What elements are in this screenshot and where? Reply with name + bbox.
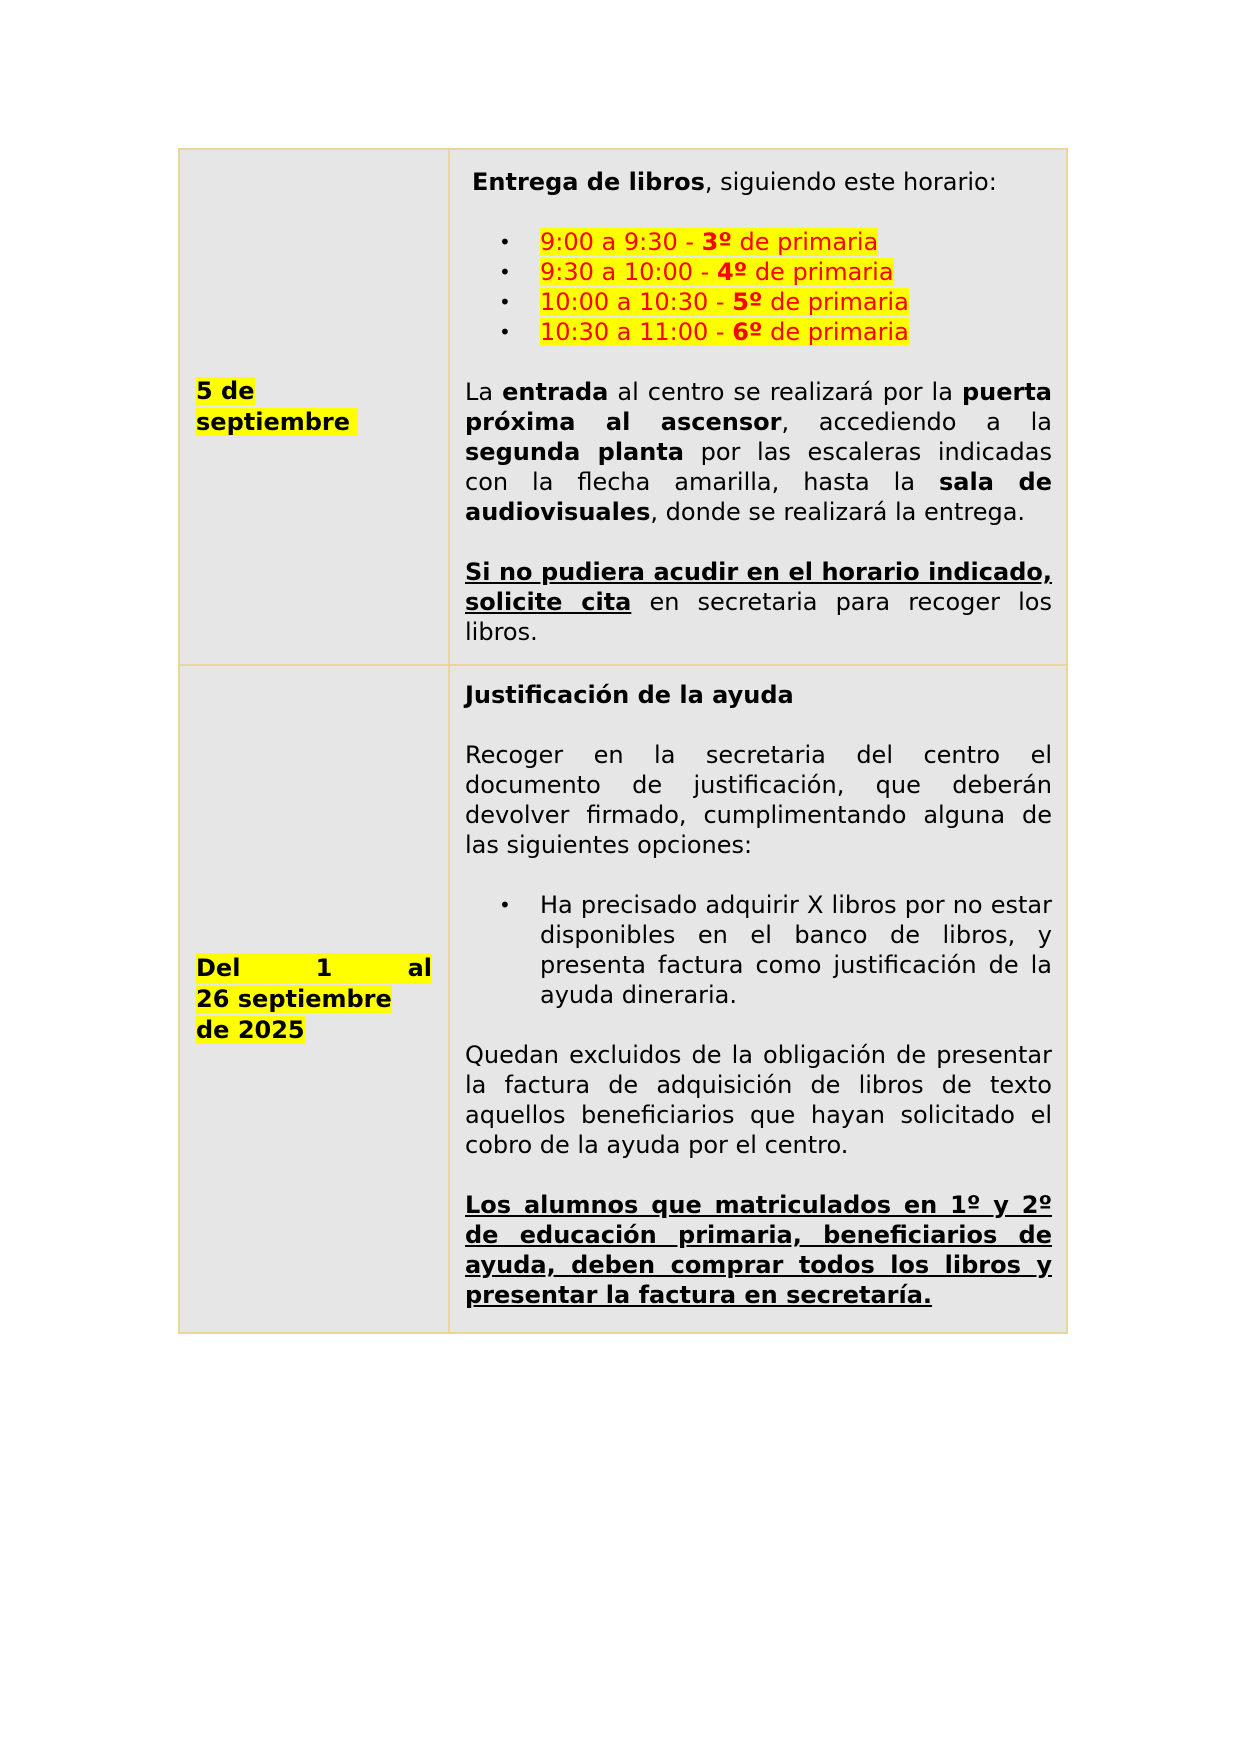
date-label: Del 1 al 26 septiembre de 2025 bbox=[196, 953, 432, 1044]
date-cell bbox=[179, 149, 449, 665]
notice-paragraph: Los alumnos que matriculados en 1º y 2º de educación primaria, beneficiarios de ayuda, deben comprar todos los libros y presentar la factura en secretaría. bbox=[465, 1191, 1052, 1309]
list-item: • 10:30 a 11:00 - 6º de primaria bbox=[465, 317, 1052, 347]
list-item: • 9:00 a 9:30 - 3º de primaria bbox=[465, 227, 1052, 257]
list-item: • 10:00 a 10:30 - 5º de primaria bbox=[465, 287, 1052, 317]
table-row bbox=[179, 149, 1067, 665]
appointment-paragraph: Si no pudiera acudir en el horario indicado, solicite cita en secretaria para recoger los libros. bbox=[465, 558, 1052, 646]
schedule-list bbox=[465, 227, 1052, 347]
section-heading: Entrega de libros, siguiendo este horario: bbox=[472, 168, 997, 196]
options-list bbox=[465, 890, 1052, 1010]
entry-paragraph: La entrada al centro se realizará por la puerta próxima al ascensor, accediendo a la segunda planta por las escaleras indicadas con la flecha amarilla, hasta la sala de audiovisuales, donde se realizará la entrega. bbox=[465, 378, 1053, 526]
date-cell bbox=[179, 665, 449, 1333]
list-item: • Ha precisado adquirir X libros por no estar disponibles en el banco de libros, y presenta factura como justificación de la ayuda dineraria. bbox=[465, 890, 1052, 1010]
section-heading: Justificación de la ayuda bbox=[465, 681, 794, 709]
schedule-table bbox=[178, 148, 1068, 1334]
exclusion-paragraph: Quedan excluidos de la obligación de presentar la factura de adquisición de libros de texto aquellos beneficiarios que hayan solicitado el cobro de la ayuda por el centro. bbox=[465, 1041, 1052, 1159]
table-row bbox=[179, 665, 1067, 1333]
content-cell bbox=[449, 149, 1067, 665]
list-item: • 9:30 a 10:00 - 4º de primaria bbox=[465, 257, 1052, 287]
justification-paragraph: Recoger en la secretaria del centro el documento de justificación, que deberán devolver firmado, cumplimentando alguna de las siguientes opciones: bbox=[465, 741, 1052, 859]
content-cell bbox=[449, 665, 1067, 1333]
date-label: 5 de septiembre bbox=[196, 376, 432, 438]
